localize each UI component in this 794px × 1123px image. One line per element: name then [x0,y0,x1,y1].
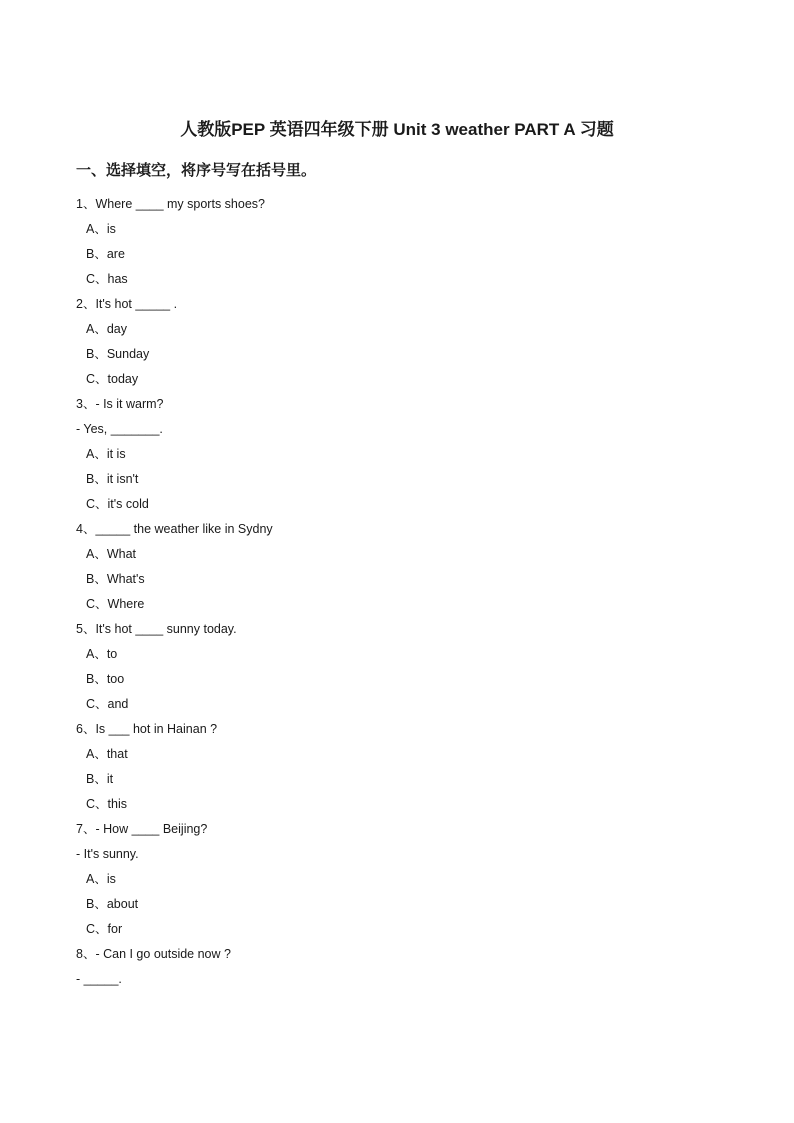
answer-option: C、this [86,797,127,811]
answer-option: B、too [86,672,125,686]
answer-option: C、today [86,372,139,386]
answer-option: B、What's [86,572,145,586]
answer-option: A、it is [86,447,126,461]
section-heading: 一、选择填空，将序号写在括号里。 [76,162,317,179]
answer-option: C、and [86,697,129,711]
question-line: - Yes, _______. [76,422,163,436]
answer-option: A、to [86,647,118,661]
question-line: 5、It's hot ____ sunny today. [76,622,237,636]
question-line: 7、- How ____ Beijing? [76,822,208,836]
answer-option: C、it's cold [86,497,149,511]
answer-option: A、is [86,872,116,886]
question-line: 8、- Can I go outside now ? [76,947,231,961]
answer-option: A、that [86,747,128,761]
answer-option: B、Sunday [86,347,150,361]
answer-option: A、day [86,322,127,336]
answer-option: C、for [86,922,123,936]
page-title: 人教版PEP 英语四年级下册 Unit 3 weather PART A 习题 [180,120,614,139]
answer-option: B、about [86,897,139,911]
question-line: 1、Where ____ my sports shoes? [76,197,265,211]
answer-option: B、it [86,772,114,786]
question-line: 2、It's hot _____ . [76,297,178,311]
question-line: 3、- Is it warm? [76,397,164,411]
answer-option: C、has [86,272,128,286]
question-line: - _____. [76,972,122,986]
answer-option: A、What [86,547,137,561]
answer-option: B、it isn't [86,472,139,486]
question-line: 4、_____ the weather like in Sydny [76,522,273,536]
answer-option: C、Where [86,597,145,611]
exercise-list [0,194,794,994]
answer-option: A、is [86,222,116,236]
question-line: 6、Is ___ hot in Hainan ? [76,722,218,736]
question-line: - It's sunny. [76,847,139,861]
answer-option: B、are [86,247,125,261]
